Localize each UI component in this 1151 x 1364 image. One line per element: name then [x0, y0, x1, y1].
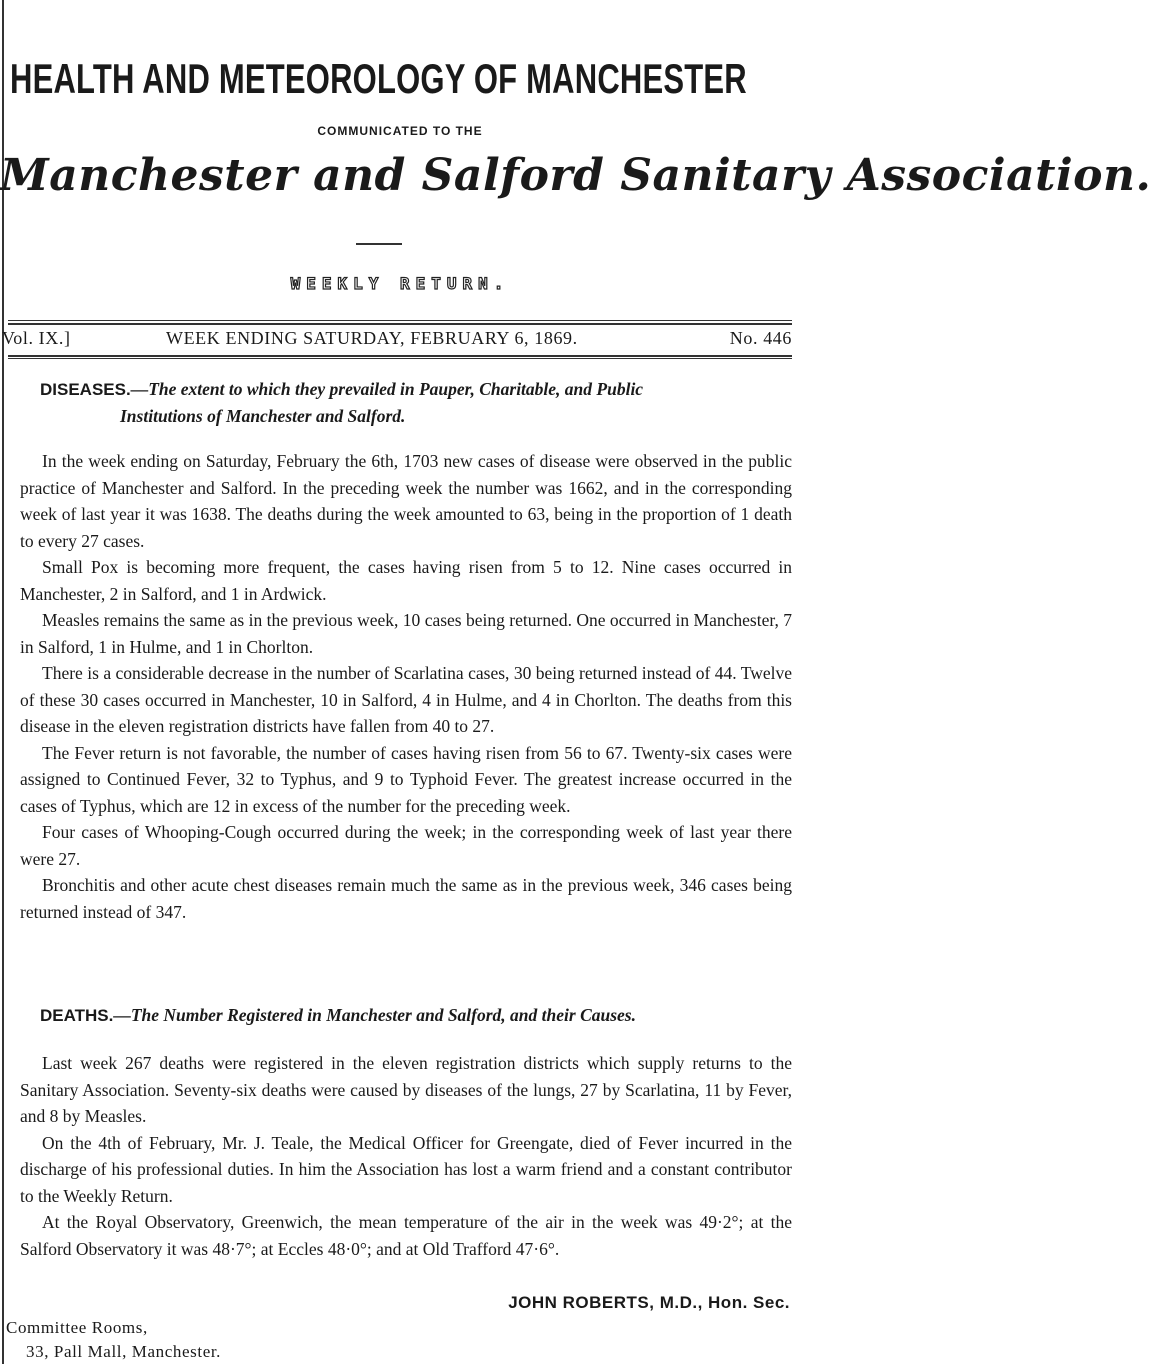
association-name: Manchester and Salford Sanitary Association. — [0, 150, 1151, 201]
diseases-paragraph: Bronchitis and other acute chest diseases remain much the same as in the previous week, 346 cases being returned instead of 347. — [20, 875, 792, 922]
deaths-body — [20, 1050, 792, 1262]
bottom-double-rule — [8, 355, 792, 359]
diseases-paragraph: Measles remains the same as in the previous week, 10 cases being returned. One occurred in Manchester, 7 in Salford, 1 in Hulme, and 1 in Chorlton. — [20, 610, 792, 657]
diseases-subtitle-2: Institutions of Manchester and Salford. — [120, 406, 406, 426]
diseases-label: DISEASES. — [40, 380, 131, 399]
issue-number: No. 446 — [729, 328, 792, 348]
volume-number: Vol. IX.] — [2, 328, 71, 348]
deaths-subtitle: —The Number Registered in Manchester and Salford, and their Causes. — [113, 1005, 636, 1025]
short-divider — [356, 243, 402, 245]
week-ending: WEEK ENDING SATURDAY, FEBRUARY 6, 1869. — [166, 328, 578, 348]
top-double-rule — [8, 320, 792, 325]
address: 33, Pall Mall, Manchester. — [26, 1342, 222, 1361]
diseases-paragraph: In the week ending on Saturday, February the 6th, 1703 new cases of disease were observed in the public practice of Manchester and Salford. In the preceding week the number was 1662, and in the corresponding week of last year it was 1638. The deaths during the week amounted to 63, being in the proportion of 1 death to every 27 cases. — [20, 451, 792, 551]
deaths-paragraph: At the Royal Observatory, Greenwich, the mean temperature of the air in the week was 49·2°; at the Salford Observatory it was 48·7°; at Eccles 48·0°; and at Old Trafford 47·6°. — [20, 1212, 792, 1259]
diseases-paragraph: There is a considerable decrease in the number of Scarlatina cases, 30 being returned instead of 44. Twelve of these 30 cases occurred in Manchester, 10 in Salford, 4 in Hulme, and 4 in Chorlton. The deaths from this disease in the eleven registration districts have fallen from 40 to 27. — [20, 663, 792, 736]
deaths-label: DEATHS. — [40, 1006, 114, 1025]
deaths-paragraph: Last week 267 deaths were registered in the eleven registration districts which supply returns to the Sanitary Association. Seventy-six deaths were caused by diseases of the lungs, 27 by Scarlatina, 11 by Fever, and 8 by Measles. — [20, 1053, 792, 1126]
deaths-paragraph: On the 4th of February, Mr. J. Teale, the Medical Officer for Greengate, died of Fever incurred in the discharge of his professional duties. In him the Association has lost a warm friend and a constant contributor to the Weekly Return. — [20, 1132, 792, 1206]
signature: JOHN ROBERTS, M.D., Hon. Sec. — [508, 1293, 790, 1312]
committee-rooms: Committee Rooms, — [6, 1318, 148, 1337]
weekly-return-label: WEEKLY RETURN. — [290, 274, 510, 293]
issue-line — [0, 328, 800, 352]
diseases-paragraph: Four cases of Whooping-Cough occurred during the week; in the corresponding week of last year there were 27. — [20, 822, 792, 869]
masthead-title: HEALTH AND METEOROLOGY OF MANCHESTER — [10, 55, 747, 103]
deaths-heading — [40, 1002, 780, 1029]
communicated-line: COMMUNICATED TO THE — [317, 124, 483, 138]
diseases-paragraph: The Fever return is not favorable, the number of cases having risen from 56 to 67. Twenty-six cases were assigned to Continued Fever, 32 to Typhus, and 9 to Typhoid Fever. The greatest increase occurred in the cases of Typhus, which are 12 in excess of the number for the preceding week. — [20, 742, 792, 816]
left-margin-rule — [2, 0, 4, 1364]
diseases-subtitle-1: —The extent to which they prevailed in Pauper, Charitable, and Public — [130, 379, 644, 399]
diseases-body — [20, 448, 792, 925]
diseases-paragraph: Small Pox is becoming more frequent, the cases having risen from 5 to 12. Nine cases occurred in Manchester, 2 in Salford, and 1 in Ardwick. — [20, 557, 792, 604]
diseases-heading — [40, 376, 780, 429]
